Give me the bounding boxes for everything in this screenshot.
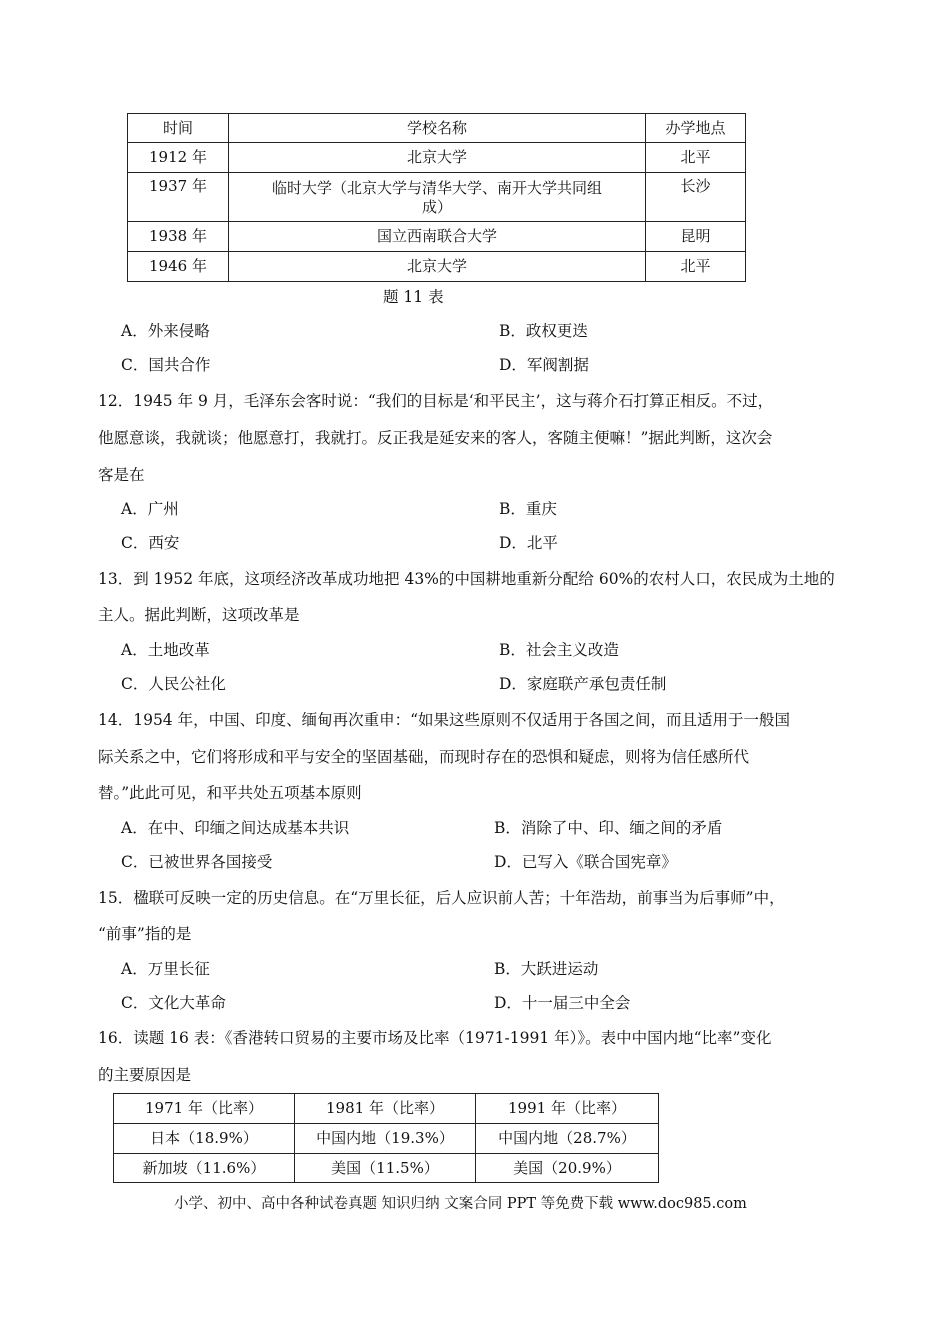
- option-a: A．土地改革: [121, 641, 210, 659]
- table-11: [127, 113, 746, 282]
- table-cell: 1946 年: [128, 252, 229, 282]
- table-header: 1981 年（比率）: [295, 1094, 476, 1124]
- table-cell: 新加坡（11.6%）: [114, 1154, 295, 1183]
- table-cell: 北平: [646, 252, 746, 282]
- table-cell: 北京大学: [229, 143, 646, 173]
- option-d: D．十一届三中全会: [494, 994, 631, 1012]
- table-cell: 1937 年: [128, 173, 229, 222]
- table-caption: 题 11 表: [383, 288, 444, 306]
- option-b: B．社会主义改造: [499, 641, 619, 659]
- option-c: C．西安: [121, 534, 180, 552]
- table-cell: 昆明: [646, 222, 746, 252]
- table-cell: 长沙: [646, 173, 746, 222]
- table-header: 1991 年（比率）: [476, 1094, 659, 1124]
- option-d: D．北平: [499, 534, 558, 552]
- table-cell: 中国内地（28.7%）: [476, 1124, 659, 1154]
- table-cell: 北京大学: [229, 252, 646, 282]
- option-c: C．文化大革命: [121, 994, 226, 1012]
- option-b: B．政权更迭: [499, 322, 588, 340]
- option-c: C．已被世界各国接受: [121, 853, 273, 871]
- option-b: B．消除了中、印、缅之间的矛盾: [494, 819, 723, 837]
- table-header: 学校名称: [229, 114, 646, 143]
- option-b: B．重庆: [499, 500, 557, 518]
- table-cell: 1912 年: [128, 143, 229, 173]
- question-14-line: 替。”此此可见，和平共处五项基本原则: [98, 784, 362, 802]
- table-header: 时间: [128, 114, 229, 143]
- question-15-line: “前事”指的是: [98, 925, 192, 943]
- table-cell-line: 临时大学（北京大学与清华大学、南开大学共同组: [271, 179, 602, 197]
- option-d: D．已写入《联合国宪章》: [494, 853, 677, 871]
- question-12-line: 客是在: [98, 466, 145, 484]
- table-header: 1971 年（比率）: [114, 1094, 295, 1124]
- option-d: D．军阀割据: [499, 356, 589, 374]
- table-cell: 北平: [646, 143, 746, 173]
- option-b: B．大跃进运动: [494, 960, 599, 978]
- option-a: A．在中、印缅之间达成基本共识: [121, 819, 350, 837]
- question-13-line: 主人。据此判断，这项改革是: [98, 606, 300, 624]
- question-12-line: 12．1945 年 9 月，毛泽东会客时说：“我们的目标是‘和平民主’，这与蒋介石打算正相反。不过，: [98, 392, 774, 410]
- question-12-line: 他愿意谈，我就谈；他愿意打，我就打。反正我是延安来的客人，客随主便嘛！”据此判断，这次会: [98, 429, 773, 447]
- page-footer: 小学、初中、高中各种试卷真题 知识归纳 文案合同 PPT 等免费下载 www.doc985.com: [174, 1196, 747, 1212]
- option-a: A．万里长征: [121, 960, 210, 978]
- table-16: [113, 1093, 659, 1183]
- table-cell: 美国（20.9%）: [476, 1154, 659, 1183]
- question-15-line: 15．楹联可反映一定的历史信息。在“万里长征，后人应识前人苦；十年浩劫，前事当为后事师”中，: [98, 889, 785, 907]
- table-cell: 日本（18.9%）: [114, 1124, 295, 1154]
- table-cell: 中国内地（19.3%）: [295, 1124, 476, 1154]
- option-a: A．广州: [121, 500, 179, 518]
- table-cell: 1938 年: [128, 222, 229, 252]
- question-13-line: 13．到 1952 年底，这项经济改革成功地把 43%的中国耕地重新分配给 60%的农村人口，农民成为土地的: [98, 570, 835, 588]
- question-16-line: 16．读题 16 表：《香港转口贸易的主要市场及比率（1971-1991 年）》。表中中国内地“比率”变化: [98, 1029, 772, 1047]
- question-14-line: 14．1954 年，中国、印度、缅甸再次重申：“如果这些原则不仅适用于各国之间，而且适用于一般国: [98, 711, 791, 729]
- option-c: C．国共合作: [121, 356, 211, 374]
- table-cell-multiline: [229, 173, 646, 222]
- table-cell-line: 成）: [421, 198, 452, 216]
- question-14-line: 际关系之中，它们将形成和平与安全的坚固基础，而现时存在的恐惧和疑虑，则将为信任感所代: [98, 748, 750, 766]
- option-d: D．家庭联产承包责任制: [499, 675, 667, 693]
- option-c: C．人民公社化: [121, 675, 226, 693]
- table-cell: 美国（11.5%）: [295, 1154, 476, 1183]
- table-cell: 国立西南联合大学: [229, 222, 646, 252]
- table-header: 办学地点: [646, 114, 746, 143]
- option-a: A．外来侵略: [121, 322, 210, 340]
- question-16-line: 的主要原因是: [98, 1066, 192, 1084]
